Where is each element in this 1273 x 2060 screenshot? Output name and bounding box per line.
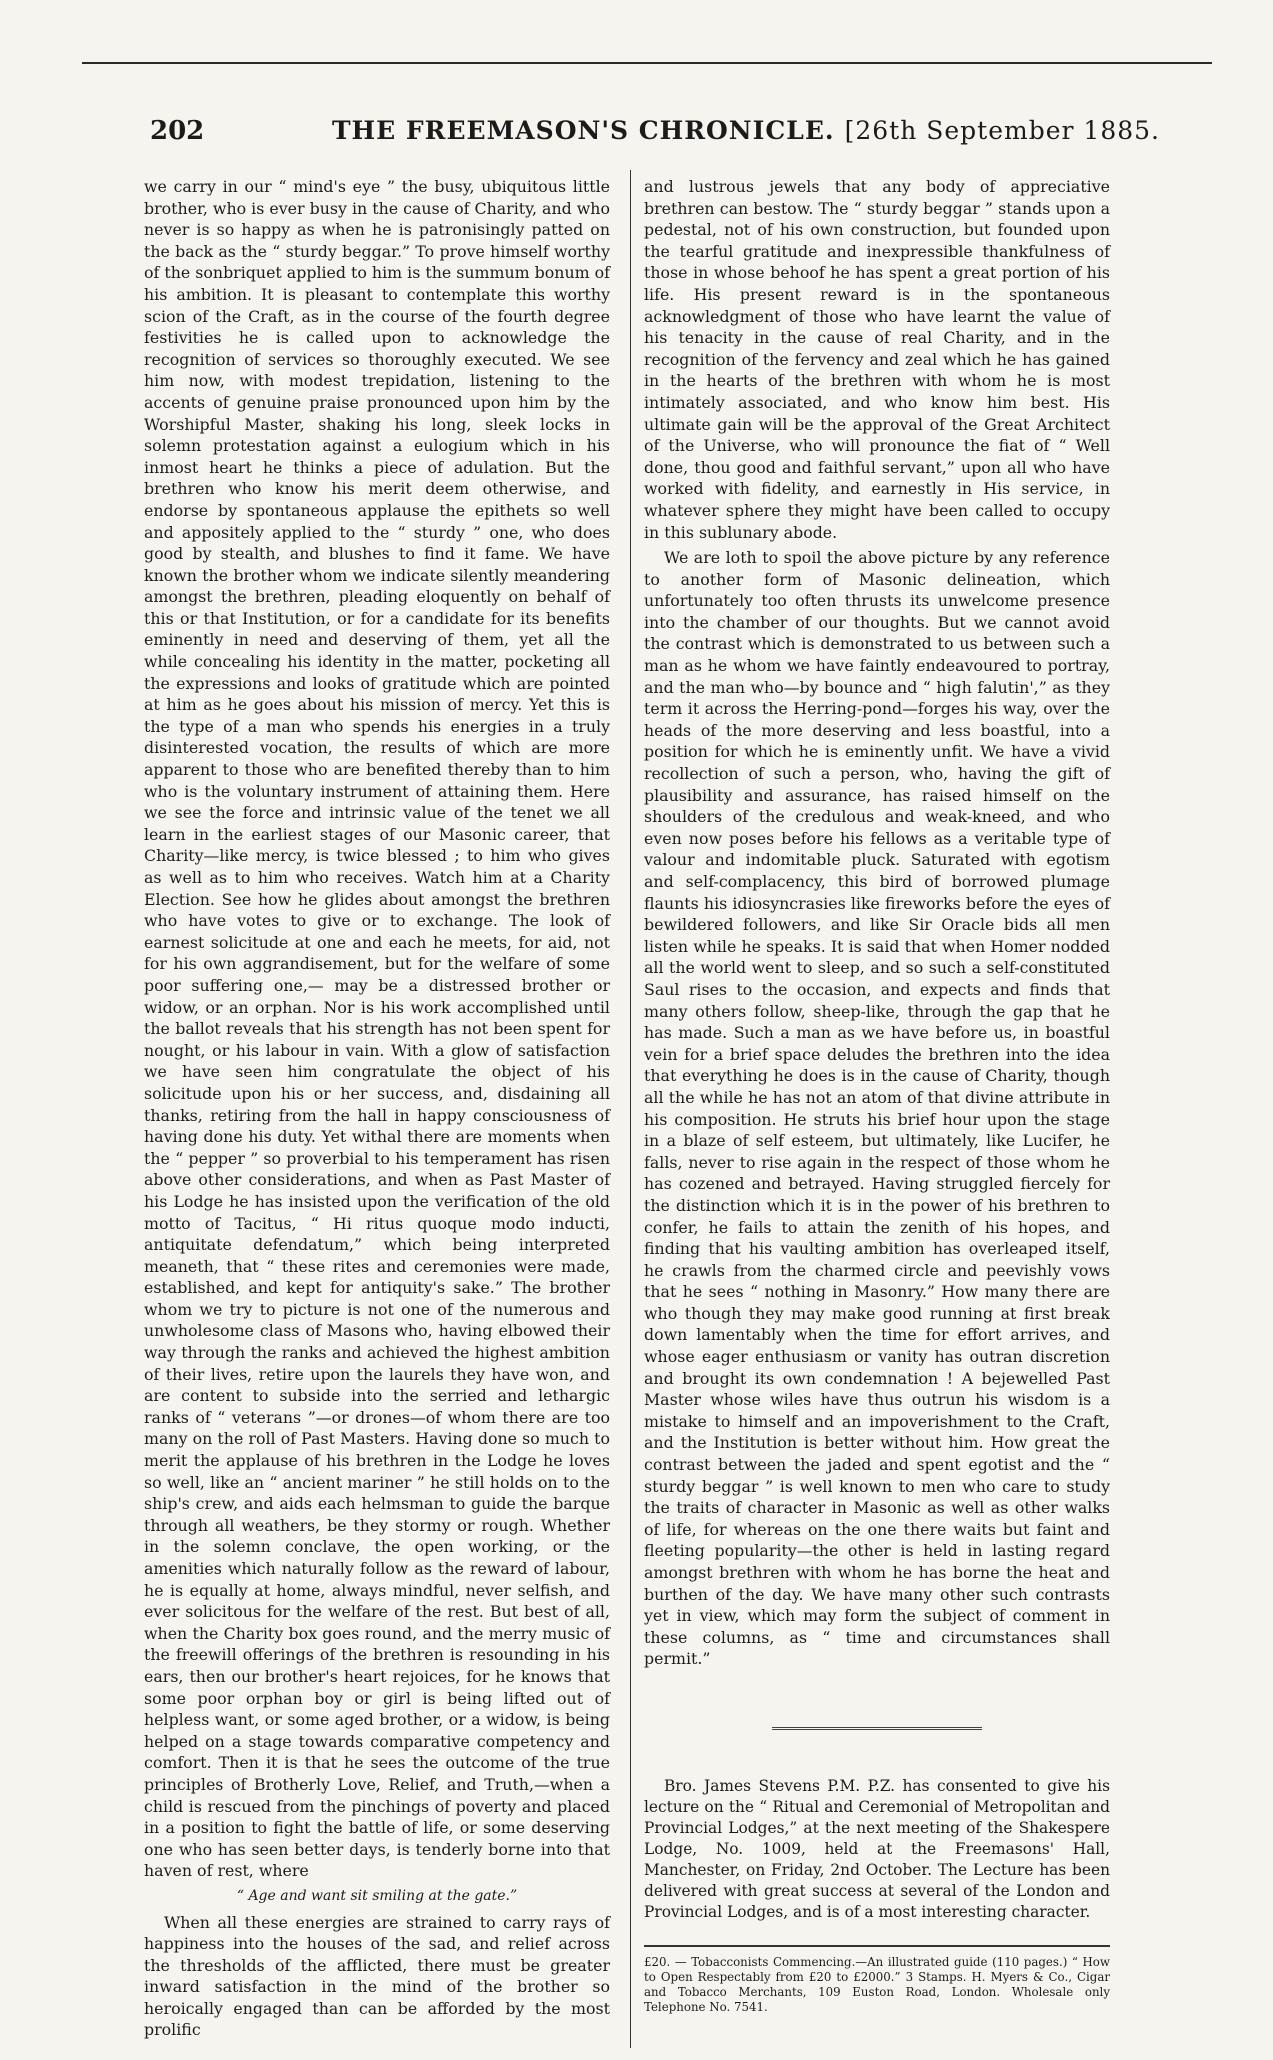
- advert-rule: [644, 1945, 1110, 1947]
- article-paragraph: we carry in our “ mind's eye ” the busy, ubiquitous little brother, who is ever busy in the cause of Charity, and who never is so happy as when he is patronisingly patted on the back as the “ sturdy beggar.” To prove himself worthy of the sonbriquet applied to him is the summum bonum of his ambition. It is pleasant to contemplate this worthy scion of the Craft, as in the course of the fourth degree festivities he is called upon to acknowledge the recognition of services so thoroughly executed. We see him now, with modest trepidation, listening to the accents of genuine praise pronounced upon him by the Worshipful Master, shaking his long, sleek locks in solemn protestation against a eulogium which in his inmost heart he thinks a piece of adulation. But the brethren who know his merit deem otherwise, and endorse by spontaneous applause the epithets so well and appositely applied to the “ sturdy ” one, who does good by stealth, and blushes to find it fame. We have known the brother whom we indicate silently meandering amongst the brethren, pleading eloquently on behalf of this or that Institution, or for a candidate for its benefits eminently in need and deserving of them, yet all the while concealing his identity in the matter, pocketing all the expressions and looks of gratitude which are pointed at him as he goes about his mission of mercy. Yet this is the type of a man who spends his energies in a truly disinterested vocation, the results of which are more apparent to those who are benefited thereby than to him who is the voluntary instrument of attaining them. Here we see the force and intrinsic value of the tenet we all learn in the earliest stages of our Masonic career, that Charity—like mercy, is twice blessed ; to him who gives as well as to him who receives. Watch him at a Charity Election. See how he glides about amongst the brethren who have votes to give or to exchange. The look of earnest solicitude at one and each he meets, for aid, not for his own aggrandisement, but for the welfare of some poor suffering one,— may be a distressed brother or widow, or an orphan. Nor is his work accomplished until the ballot reveals that his strength has not been spent for nought, or his labour in vain. With a glow of satisfaction we have seen him congratulate the object of his solicitude upon his or her success, and, disdaining all thanks, retiring from the hall in happy consciousness of having done his duty. Yet withal there are moments when the “ pepper ” so proverbial to his temperament has risen above other considerations, and when as Past Master of his Lodge he has insisted upon the verification of the old motto of Tacitus, “ Hi ritus quoque modo inducti, antiquitate defendatum,” which being interpreted meaneth, that “ these rites and ceremonies were made, established, and kept for antiquity's sake.” The brother whom we try to picture is not one of the numerous and unwholesome class of Masons who, having elbowed their way through the ranks and achieved the highest ambition of their lives, retire upon the laurels they have won, and are content to subside into the serried and lethargic ranks of “ veterans ”—or drones—of whom there are too many on the roll of Past Masters. Having done so much to merit the applause of his brethren in the Lodge he loves so well, like an “ ancient mariner ” he still holds on to the ship's crew, and aids each helmsman to guide the barque through all weathers, be they stormy or rough. Whether in the solemn conclave, the open working, or the amenities which naturally follow as the reward of labour, he is equally at home, always mindful, never selfish, and ever solicitous for the welfare of the rest. But best of all, when the Charity box goes round, and the merry music of the freewill offerings of the brethren is resounding in his ears, then our brother's heart rejoices, for he knows that some poor orphan boy or girl is being lifted out of helpless want, or some aged brother, or a widow, is being helped on a stage towards comparative competency and comfort. Then it is that he sees the outcome of the true principles of Brotherly Love, Relief, and Truth,—when a child is rescued from the pinchings of poverty and placed in a position to fight the battle of life, or some deserving one who has seen better days, is tenderly borne into that haven of rest, where: [144, 177, 610, 1881]
- article-paragraph: When all these energies are strained to carry rays of happiness into the houses of the sad, and relief across the thresholds of the afflicted, there must be greater inward satisfaction in the mind of the brother so heroically engaged than can be afforded by the most prolific: [144, 1912, 610, 2040]
- quotation: “ Age and want sit smiling at the gate.”: [236, 1887, 518, 1904]
- top-rule: [82, 62, 1212, 64]
- page-header: [150, 116, 1160, 156]
- left-column: [144, 176, 610, 2052]
- publication-title: THE FREEMASON'S CHRONICLE.: [331, 116, 835, 145]
- section-divider: [644, 1714, 1110, 1736]
- column-divider: [630, 170, 631, 2048]
- tobacconist-advert: £20. — Tobacconists Commencing.—An illustrated guide (110 pages.) “ How to Open Respectably from £20 to £2000.” 3 Stamps. H. Myers & Co., Cigar and Tobacco Merchants, 109 Euston Road, London. Wholesale only Telephone No. 7541.: [644, 1954, 1110, 2014]
- article-paragraph: We are loth to spoil the above picture by any reference to another form of Masonic delineation, which unfortunately too often thrusts its unwelcome presence into the chamber of our thoughts. But we cannot avoid the contrast which is demonstrated to us between such a man as he whom we have faintly endeavoured to portray, and the man who—by bounce and “ high falutin',” as they term it across the Herring-pond—forges his way, over the heads of the more deserving and less boastful, into a position for which he is eminently unfit. We have a vivid recollection of such a person, who, having the gift of plausibility and assurance, has raised himself on the shoulders of the credulous and weak-kneed, and who even now poses before his fellows as a veritable type of valour and indomitable pluck. Saturated with egotism and self-complacency, this bird of borrowed plumage flaunts his idiosyncrasies like fireworks before the eyes of bewildered followers, and like Sir Oracle bids all men listen while he speaks. It is said that when Homer nodded all the world went to sleep, and so such a self-constituted Saul rises to the occasion, and expects and finds that many others follow, sheep-like, through the gap that he has made. Such a man as we have before us, in boastful vein for a brief space deludes the brethren into the idea that everything he does is in the cause of Charity, though all the while he has not an atom of that divine attribute in his composition. He struts his brief hour upon the stage in a blaze of self esteem, but ultimately, like Lucifer, he falls, never to rise again in the respect of those whom he has cozened and betrayed. Having struggled fiercely for the distinction which it is in the power of his brethren to confer, he fails to attain the zenith of his hopes, and finding that his vaulting ambition has overleaped itself, he crawls from the charmed circle and peevishly vows that he sees “ nothing in Masonry.” How many there are who though they may make good running at first break down lamentably when the time for effort arrives, and whose eager enthusiasm or vanity has outran discretion and brought its own condemnation ! A bejewelled Past Master whose wiles have thus outrun his wisdom is a mistake to himself and an impoverishment to the Craft, and the Institution is better without him. How great the contrast between the jaded and spent egotist and the “ sturdy beggar ” is well known to men who care to study the traits of character in Masonic as well as other walks of life, for whereas on the one there waits but faint and fleeting popularity—the other is held in lasting regard amongst brethren with whom he has borne the heat and burthen of the day. We have many other such contrasts yet in view, which may form the subject of comment in these columns, as “ time and circumstances shall permit.”: [644, 548, 1110, 1669]
- right-column: [644, 176, 1110, 2036]
- page-number: 202: [150, 116, 205, 146]
- article-paragraph: and lustrous jewels that any body of appreciative brethren can bestow. The “ sturdy beggar ” stands upon a pedestal, not of his own construction, but founded upon the tearful gratitude and inexpressible thankfulness of those in whose behoof he has spent a great portion of his life. His present reward is in the spontaneous acknowledgment of those who have learnt the value of his tenacity in the cause of real Charity, and in the recognition of the fervency and zeal which he has gained in the hearts of the brethren with whom he is most intimately associated, and who know him best. His ultimate gain will be the approval of the Great Architect of the Universe, who will pronounce the fiat of “ Well done, thou good and faithful servant,” upon all who have worked with fidelity, and earnestly in His service, in whatever sphere they might have been called to occupy in this sublunary abode.: [644, 177, 1110, 542]
- issue-date: [26th September 1885.: [844, 116, 1160, 145]
- masthead: [220, 116, 1160, 145]
- lecture-notice: Bro. James Stevens P.M. P.Z. has consented to give his lecture on the “ Ritual and Ceremonial of Metropolitan and Provincial Lodges,” at the next meeting of the Shakespere Lodge, No. 1009, held at the Freemasons' Hall, Manchester, on Friday, 2nd October. The Lecture has been delivered with great success at several of the London and Provincial Lodges, and is of a most interesting character.: [644, 1776, 1110, 1921]
